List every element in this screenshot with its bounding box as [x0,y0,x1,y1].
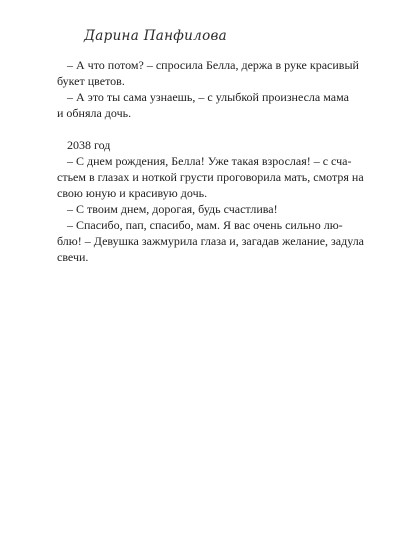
text-line: стьем в глазах и ноткой грусти проговорила мать, смотря на [57,170,364,184]
text-line: блю! – Девушка зажмурила глаза и, загадав желание, задула [57,234,365,248]
text-section-2 [57,137,365,265]
text-line: – Спасибо, пап, спасибо, мам. Я вас очень сильно лю- [67,218,343,232]
year-heading: 2038 год [67,138,111,152]
text-section-1 [57,57,359,121]
text-line: и обняла дочь. [57,106,132,120]
running-head-author: Дарина Панфилова [84,28,227,44]
text-line: – А это ты сама узнаешь, – с улыбкой произнесла мама [67,90,349,104]
text-line: букет цветов. [57,74,125,88]
text-line: свою юную и красивую дочь. [57,186,208,200]
text-line: – А что потом? – спросила Белла, держа в руке красивый [67,58,359,72]
text-line: – С днем рождения, Белла! Уже такая взрослая! – с сча- [67,154,352,168]
text-line: – С твоим днем, дорогая, будь счастлива! [67,202,278,216]
text-line: свечи. [57,250,89,264]
